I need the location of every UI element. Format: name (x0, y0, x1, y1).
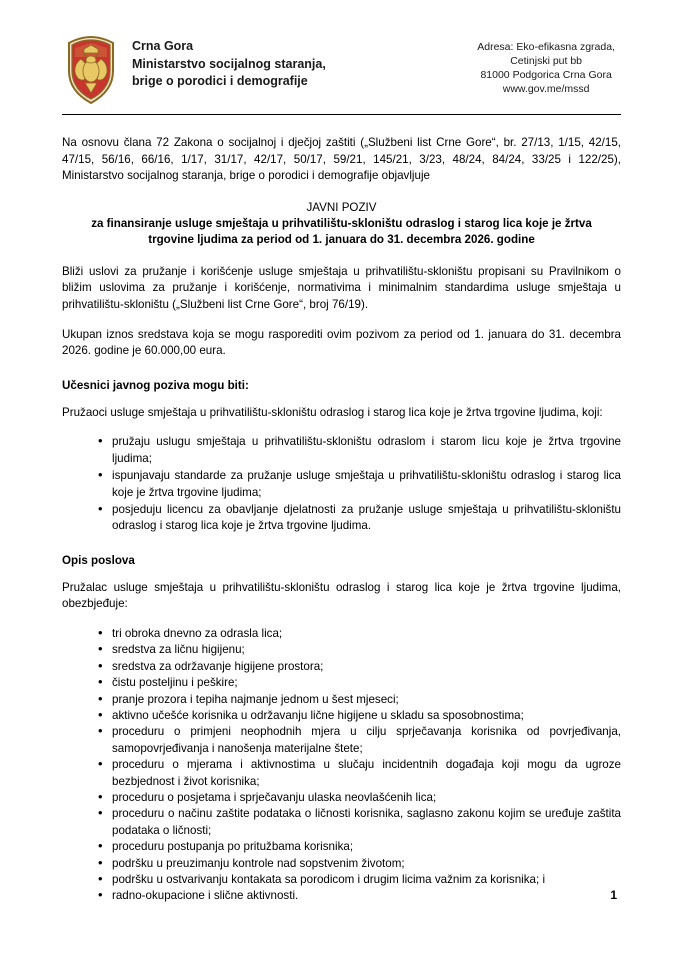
montenegro-coat-of-arms-icon (62, 34, 120, 106)
list-item: • aktivno učešće korisnika u održavanju lične higijene u skladu sa sposobnostima; (98, 708, 621, 724)
list-item: • posjeduju licencu za obavljanje djelatnosti za pružanje usluge smještaja u prihvatilištu-skloništu odraslog i starog lica koje je žrtva trgovine ljudima. (98, 502, 621, 535)
participants-list (62, 434, 621, 534)
list-item: • proceduru o primjeni neophodnih mjera u cilju sprječavanja korisnika od povrjeđivanja, samopovrjeđivanja i nanošenja materijalne štete; (98, 724, 621, 757)
address-block (477, 34, 621, 96)
ministry-name-line-2: brige o porodici i demografije (132, 74, 308, 88)
list-item: • pranje prozora i tepiha najmanje jednom u šest mjeseci; (98, 692, 621, 708)
document-title: JAVNI POZIV (306, 200, 377, 214)
section-participants-heading: Učesnici javnog poziva mogu biti: (62, 378, 249, 392)
conditions-paragraph: Bliži uslovi za pružanje i korišćenje usluge smještaja u prihvatilištu-skloništu propisani su Pravilnikom o bližim uslovima za pružanje i korišćenje, normativima i minimalnim standardima usluge smještaja u prihvatilištu-skloništu („Službeni list Crne Gore“, broj 76/19). (62, 264, 621, 311)
list-item: • čistu posteljinu i peškire; (98, 675, 621, 691)
document-header (62, 34, 621, 106)
list-item: • ispunjavaju standarde za pružanje usluge smještaja u prihvatilištu-skloništu odraslog i starog lica koje je žrtva trgovine ljudima; (98, 468, 621, 501)
document-subtitle: za finansiranje usluge smještaja u prihvatilištu-skloništu odraslog i starog lica koje je žrtva trgovine ljudima za period od 1. januara do 31. decembra 2026. godine (91, 216, 592, 247)
list-item: • pružaju uslugu smještaja u prihvatilištu-skloništu odraslom i starom licu koje je žrtva trgovine ljudima; (98, 434, 621, 467)
list-item: • sredstva za ličnu higijenu; (98, 642, 621, 658)
list-item: • proceduru o posjetama i sprječavanju ulaska neovlašćenih lica; (98, 790, 621, 806)
country-name: Crna Gora (132, 39, 194, 53)
job-duties-list (62, 626, 621, 905)
ministry-block (132, 34, 326, 91)
legal-basis-paragraph: Na osnovu člana 72 Zakona o socijalnoj i dječjoj zaštiti („Službeni list Crne Gore“, br. 27/13, 1/15, 42/15, 47/15, 56/16, 66/16, 1/17, 31/17, 42/17, 50/17, 59/21, 145/21, 3/23, 48/24, 84/24, 33/25 i 122/25), Ministarstvo socijalnog staranja, brige o porodici i demografije objavljuje (62, 136, 621, 183)
header-divider (62, 114, 621, 115)
list-item: • podršku u ostvarivanju kontakata sa porodicom i drugim licima važnim za korisnika; i (98, 872, 621, 888)
list-item: • proceduru o načinu zaštite podataka o ličnosti korisnika, saglasno zakonu kojim se uređuje zaštita podataka o ličnosti; (98, 806, 621, 839)
list-item: • podršku u preuzimanju kontrole nad sopstvenim životom; (98, 856, 621, 872)
page-number: 1 (610, 888, 617, 902)
amount-paragraph: Ukupan iznos sredstava koja se mogu rasporediti ovim pozivom za period od 1. januara do 31. decembra 2026. godine je 60.000,00 eura. (62, 327, 621, 358)
list-item: • proceduru o mjerama i aktivnostima u slučaju incidentnih događaja koji mogu da ugroze bezbjednost i život korisnika; (98, 757, 621, 790)
job-intro-paragraph: Pružalac usluge smještaja u prihvatilištu-skloništu odraslog i starog lica koje je žrtva trgovine ljudima, obezbjeđuje: (62, 580, 621, 611)
ministry-name-line-1: Ministarstvo socijalnog staranja, (132, 56, 326, 71)
section-job-description-heading: Opis poslova (62, 553, 135, 567)
list-item: • tri obroka dnevno za odrasla lica; (98, 626, 621, 642)
address-line-1: Adresa: Eko-efikasna zgrada, (477, 41, 615, 53)
title-block (62, 199, 621, 249)
participants-intro-paragraph: Pružaoci usluge smještaja u prihvatilištu-skloništu odraslog i starog lica koje je žrtva trgovine ljudima, koji: (62, 405, 603, 419)
list-item: • radno-okupacione i slične aktivnosti. (98, 888, 621, 904)
address-line-3: 81000 Podgorica Crna Gora (480, 69, 612, 81)
list-item: • proceduru postupanja po pritužbama korisnika; (98, 839, 621, 855)
address-website: www.gov.me/mssd (502, 83, 590, 95)
address-line-2: Cetinjski put bb (510, 55, 583, 67)
list-item: • sredstva za održavanje higijene prostora; (98, 659, 621, 675)
